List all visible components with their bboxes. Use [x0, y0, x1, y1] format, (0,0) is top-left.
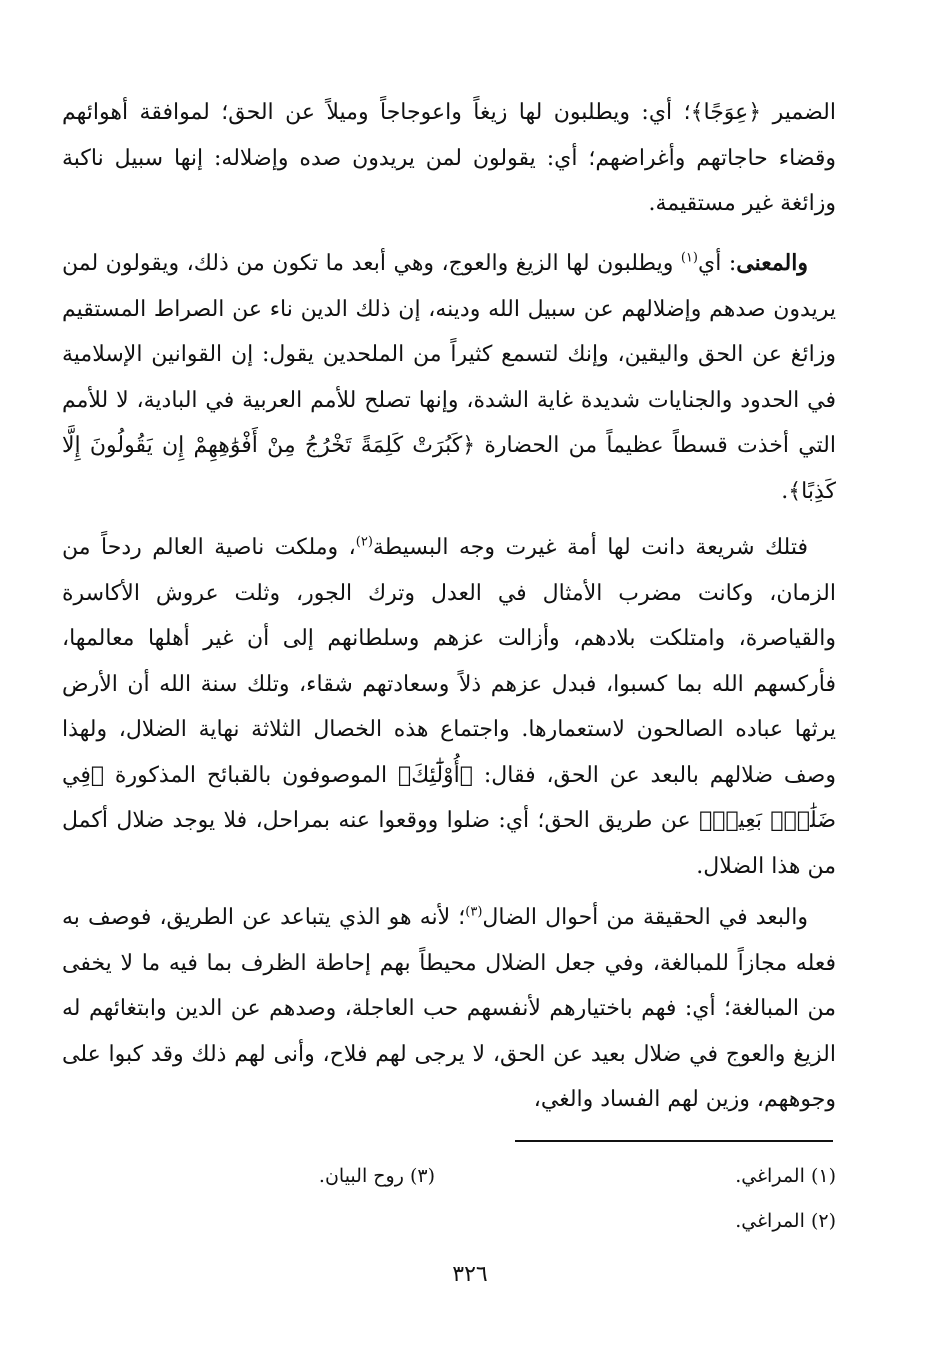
- quran-verse: ﴿أُوْلَٰٓئِكَ﴾: [397, 762, 473, 788]
- footnote-text: روح البيان.: [318, 1165, 404, 1187]
- paragraph-3-part-d: عن طريق الحق؛ أي: ضلوا ووقعوا عنه بمراحل، فلا يوجد ضلال أكمل من هذا الضلال.: [62, 808, 836, 879]
- footnote-ref-2: (٢): [355, 534, 373, 550]
- footnote-ref-1: (١): [680, 250, 698, 266]
- footnote-3: [319, 1162, 435, 1190]
- footnote-text: المراغي.: [735, 1165, 805, 1187]
- paragraph-1-text: الضمير ﴿عِوَجًا﴾؛ أي: ويطلبون لها زيغاً واعوجاجاً وميلاً عن الحق؛ لموافقة أهوائهم وقضاء حاجاتهم وأغراضهم؛ أي: يقولون لمن يريدون صده وإضلاله: إنها سبيل ناكبة وزائغة غير مستقيمة.: [62, 100, 836, 216]
- paragraph-4-part-b: ؛ لأنه هو الذي يتباعد عن الطريق، فوصف به فعله مجازاً للمبالغة، وفي جعل الضلال محيطاً بهم إحاطة الظرف بما فيه ما لا يخفى من المبالغة؛ أي: فهم باختيارهم لأنفسهم حب العاجلة، وصدهم عن الدين وابتغائهم له الزيغ والعوج في ضلال بعيد عن الحق، لا يرجى لهم فلاح، وأنى لهم ذلك وقد كبوا على وجوههم، وزين لهم الفساد والغي،: [62, 905, 836, 1112]
- paragraph-3: [62, 525, 836, 889]
- footnote-number: (٢): [810, 1210, 836, 1232]
- meaning-heading: والمعنى: [736, 250, 808, 276]
- footnote-2: [735, 1207, 836, 1235]
- paragraph-4-part-a: والبعد في الحقيقة من أحوال الضال: [482, 905, 808, 930]
- paragraph-2-part-a: : أي: [697, 251, 737, 276]
- footnote-text: المراغي.: [735, 1210, 805, 1232]
- page-number: ٣٢٦: [452, 1262, 488, 1287]
- paragraph-2-part-b: ويطلبون لها الزيغ والعوج، وهي أبعد ما تكون من ذلك، ويقولون لمن يريدون صدهم وإضلالهم عن سبيل الله ودينه، إن ذلك الدين ناء عن الصراط المستقيم وزائغ عن الحق واليقين، وإنك لتسمع كثيراً من الملحدين يقول: إن القوانين الإسلامية في الحدود والجنايات شديدة غاية الشدة، وإنها تصلح للأمم العربية في البادية، لا للأمم التي أخذت قسطاً عظيماً من الحضارة: [62, 251, 836, 458]
- paragraph-2-text: [62, 241, 836, 514]
- footnote-1: [735, 1162, 836, 1190]
- footnote-ref-3: (٣): [465, 904, 483, 920]
- paragraph-2: [62, 241, 836, 514]
- paragraph-3-part-a: فتلك شريعة دانت لها أمة غيرت وجه البسيطة: [372, 535, 808, 560]
- footnote-divider: [515, 1140, 833, 1142]
- paragraph-4: [62, 895, 836, 1123]
- footnote-number: (٣): [409, 1165, 435, 1187]
- paragraph-3-text: [62, 525, 836, 889]
- paragraph-3-part-c: الموصوفون بالقبائح المذكورة: [104, 762, 398, 788]
- paragraph-3-part-b: ، وملكت ناصية العالم ردحاً من الزمان، وكانت مضرب الأمثال في العدل وترك الجور، وثلت عروش الأكاسرة والقياصرة، وامتلكت بلادهم، وأزالت عزهم وسلطانهم إلى أن غير أهلها معالمها، فأركسهم الله بما كسبوا، فبدل عزهم ذلاً وسعادتهم شقاء، وتلك سنة الله أن الأرض يرثها عباده الصالحون لاستعمارها. واجتماع هذه الخصال الثلاثة نهاية الضلال، ولهذا وصف ضلالهم بالبعد عن الحق، فقال:: [62, 535, 836, 788]
- quran-verse: ﴿كَبُرَتْ كَلِمَةً تَخْرُجُ مِنْ أَفْوَٰهِهِمْ إِن يَقُولُونَ إِلَّا كَذِبًا﴾.: [62, 433, 836, 504]
- paragraph-4-text: [62, 895, 836, 1123]
- paragraph-1: [62, 90, 836, 227]
- quran-verse: ﴿فِي ضَلَٰلِۭ بَعِيدٖ﴾: [62, 762, 836, 833]
- footnote-number: (١): [810, 1165, 836, 1187]
